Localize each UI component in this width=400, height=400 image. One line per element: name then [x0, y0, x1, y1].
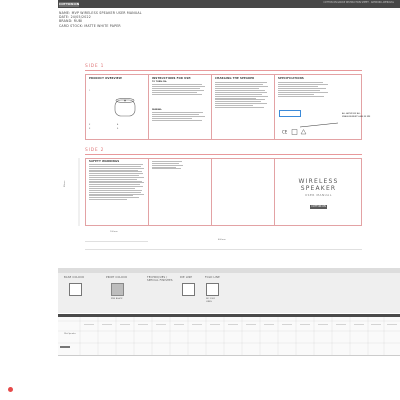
brand-logo: COTTON:ON [59, 1, 80, 6]
base-colour-swatch [69, 283, 82, 296]
charging-lines [215, 82, 270, 109]
fold-line-label: FOLD LINE [205, 276, 220, 279]
dim-height: 80mm [64, 180, 66, 187]
info-name: NAME: MVP WIRELESS SPEAKER USER MANUAL [59, 11, 142, 15]
overview-item-5: 5 [117, 128, 119, 130]
side1-divider-3 [274, 74, 275, 140]
fold-line-swatch [206, 283, 219, 296]
cover-subtitle: USER MANUAL [305, 193, 332, 197]
print-colour-swatch [111, 283, 124, 296]
side2-divider-3 [274, 158, 275, 226]
callout-note: ALL ARTWORK ALL MEASUREMENTS ARE IN MM [342, 113, 371, 118]
overview-item-3: 3 [89, 128, 91, 130]
info-block [59, 11, 259, 28]
side1-rule [85, 70, 362, 71]
instructions-sub-turn-on: TO TURN ON: [152, 81, 167, 83]
base-colour-label: BASE COLOUR [64, 276, 85, 279]
cover-title [275, 178, 362, 192]
side2-rule [85, 154, 362, 155]
svg-text:CE: CE [282, 129, 288, 135]
speaker-illustration [111, 97, 139, 117]
info-card-stock: CARD STOCK: MATTE WHITE PAPER [59, 23, 121, 28]
table-note-mark [60, 346, 70, 348]
cover-title-line1: WIRELESS [298, 178, 339, 185]
table-row-label: Mini Speaker [64, 333, 76, 335]
cover-title-line2: SPEAKER [300, 185, 337, 192]
charging-title: CHARGING THE SPEAKER [215, 77, 255, 80]
print-colour-value: PMS BLACK [111, 298, 123, 300]
instructions-lines-2 [152, 112, 207, 122]
specs-lines [278, 82, 333, 98]
techniques-label: TECHNIQUES / SPECIAL FINISHES [147, 276, 173, 282]
cover-logo: COTTON:ON [311, 205, 326, 208]
approval-table [58, 317, 400, 356]
side2-divider-2 [211, 158, 212, 226]
side1-divider-1 [148, 74, 149, 140]
side2-divider-1 [148, 158, 149, 226]
specs-title: SPECIFICATIONS [278, 77, 304, 80]
overview-item-2: 2 [89, 124, 91, 126]
callout-arrow [300, 113, 340, 119]
fold-line-value: NO FOLD LINES [206, 298, 216, 303]
safety-lines [89, 164, 145, 201]
header-right-text: COTTON ON GROUP INSTRUCTION SHEET · ARTWORK APPROVAL [323, 1, 394, 4]
status-dot-icon [8, 387, 13, 392]
side2-label: SIDE 2 [85, 148, 105, 153]
overview-item-4: 4 [117, 124, 119, 126]
dim-panel-width: 100mm [110, 231, 118, 233]
instructions-lines-1 [152, 84, 207, 96]
dim-total-width: 400mm [218, 239, 226, 241]
info-date: DATE: 24/05/2022 [59, 15, 91, 20]
side1-divider-2 [211, 74, 212, 140]
die-line-swatch [182, 283, 195, 296]
info-brand: BRAND: RUBI [59, 19, 83, 24]
compliance-box [279, 110, 301, 117]
dim-line-height [78, 158, 80, 226]
side2-panel2-lines [152, 161, 207, 170]
die-line-label: DIE LINE [180, 276, 193, 279]
print-colour-label: PRINT COLOUR [106, 276, 128, 279]
approval-table-grid [58, 317, 400, 355]
safety-title: SAFETY WARNINGS [89, 160, 120, 163]
overview-item-1: 1 [89, 90, 91, 92]
instructions-title: INSTRUCTIONS FOR USE: [152, 77, 192, 80]
overview-title: PRODUCT OVERVIEW [89, 77, 122, 80]
swatches-section [58, 273, 400, 313]
instructions-sub-pairing: PAIRING: [152, 109, 162, 111]
side1-label: SIDE 1 [85, 64, 105, 69]
